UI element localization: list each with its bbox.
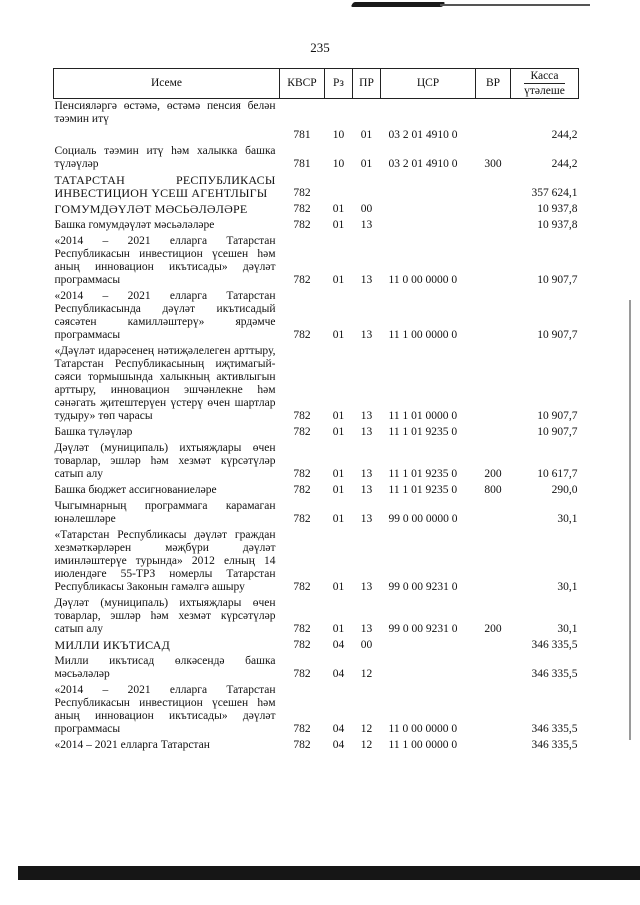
header-kvsr: КВСР (280, 69, 325, 99)
cell-kvsr: 782 (293, 274, 311, 286)
table-row (54, 218, 579, 234)
cell-csr: 11 1 00 0000 0 (388, 329, 458, 341)
cell-pr: 13 (360, 274, 373, 286)
cell-rz (325, 173, 353, 202)
cell-sum: 10 617,7 (537, 468, 578, 480)
table-row (54, 99, 579, 129)
cell-vr (476, 528, 511, 596)
scan-artifact-top-mark (351, 2, 446, 7)
table-row (54, 144, 579, 173)
cell-pr (353, 99, 381, 129)
cell-csr (381, 654, 476, 683)
cell-rz: 01 (332, 203, 345, 215)
cell-sum: 10 907,7 (537, 426, 578, 438)
cell-name: «2014 – 2021 елларга Татарстан Республикасын инвестицион үсешен һәм аның инновацион икътисады» дәүләт программасы (54, 684, 276, 735)
cell-pr (353, 173, 381, 202)
cell-csr (381, 218, 476, 234)
cell-csr: 11 0 00 0000 0 (388, 274, 458, 286)
cell-rz: 01 (332, 468, 345, 480)
cell-name: Чыгымнарның программага карамаган юнәлешләре (54, 500, 276, 525)
table-row (54, 128, 579, 144)
cell-name: Дәүләт (муниципаль) ихтыяҗлары өчен товарлар, эшләр һәм хезмәт күрсәтүләр сатып алу (54, 597, 276, 635)
cell-kvsr: 782 (293, 187, 311, 199)
cell-vr (476, 499, 511, 528)
cell-csr: 03 2 01 4910 0 (388, 158, 458, 170)
cell-sum: 357 624,1 (531, 187, 578, 199)
table-row (54, 425, 579, 441)
cell-vr (476, 344, 511, 425)
cell-pr: 13 (360, 513, 373, 525)
cell-kvsr: 782 (293, 513, 311, 525)
table-row (54, 596, 579, 638)
cell-sum: 10 907,7 (537, 329, 578, 341)
table-row (54, 441, 579, 483)
cell-vr (476, 234, 511, 289)
cell-name (54, 128, 280, 144)
cell-sum: 10 937,8 (537, 219, 578, 231)
cell-csr: 11 1 01 9235 0 (388, 484, 458, 496)
cell-rz: 01 (332, 513, 345, 525)
cell-sum: 346 335,5 (531, 668, 578, 680)
cell-name: «Дәүләт идарәсенең нәтиҗәлелеген арттыру, Татарстан Республикасының иҗтимагый-сәяси тормышында халыкның активлыгын арттыру, инновацион эшчәнлекне һәм сәнәгать җитештерүен үстерү өчен шартлар тудыру» төп чарасы (54, 345, 276, 422)
table-row (54, 683, 579, 738)
cell-pr: 12 (360, 723, 373, 735)
cell-rz: 04 (332, 639, 345, 651)
cell-csr: 03 2 01 4910 0 (388, 129, 458, 141)
header-pr: ПР (353, 69, 381, 99)
cell-csr: 99 0 00 0000 0 (388, 513, 458, 525)
cell-csr: 99 0 00 9231 0 (388, 623, 458, 635)
cell-kvsr (280, 99, 325, 129)
cell-sum: 30,1 (557, 581, 578, 593)
table-row (54, 528, 579, 596)
cell-rz: 01 (332, 410, 345, 422)
cell-csr: 99 0 00 9231 0 (388, 581, 458, 593)
cell-kvsr: 782 (293, 468, 311, 480)
table-row (54, 499, 579, 528)
header-vr: ВР (476, 69, 511, 99)
table-row (54, 234, 579, 289)
scan-artifact-bottom-bar (18, 866, 640, 880)
cell-vr (476, 738, 511, 754)
cell-csr (381, 173, 476, 202)
cell-vr: 200 (484, 468, 502, 480)
table-row (54, 638, 579, 654)
cell-vr (476, 425, 511, 441)
cell-pr: 13 (360, 484, 373, 496)
cell-kvsr: 782 (293, 623, 311, 635)
cell-vr (476, 128, 511, 144)
cell-rz: 01 (332, 426, 345, 438)
cell-vr: 800 (484, 484, 502, 496)
cell-name: Башка гомумдәүләт мәсьәләләре (54, 219, 215, 231)
cell-csr (381, 202, 476, 218)
cell-name: МИЛЛИ ИКЪТИСАД (54, 638, 170, 652)
cell-pr: 01 (360, 158, 373, 170)
cell-csr: 11 1 00 0000 0 (388, 739, 458, 751)
cell-rz: 10 (332, 158, 345, 170)
cell-pr: 12 (360, 668, 373, 680)
table-header (54, 69, 579, 99)
cell-kvsr: 782 (293, 581, 311, 593)
cell-csr (381, 99, 476, 129)
cell-name: ТАТАРСТАН РЕСПУБЛИКАСЫ ИНВЕСТИЦИОН ҮСЕШ АГЕНТЛЫГЫ (54, 173, 276, 200)
table-row (54, 289, 579, 344)
cell-vr (476, 654, 511, 683)
scan-artifact-right-edge (629, 300, 631, 740)
cell-vr (476, 638, 511, 654)
table-row (54, 738, 579, 754)
cell-sum: 346 335,5 (531, 723, 578, 735)
cell-name: Башка бюджет ассигнованиеләре (54, 484, 217, 496)
cell-pr: 00 (360, 203, 373, 215)
cell-name: «2014 – 2021 елларга Татарстан (54, 739, 210, 751)
cell-kvsr: 782 (293, 410, 311, 422)
cell-sum: 10 937,8 (537, 203, 578, 215)
cell-name: Пенсияләргә өстәмә, өстәмә пенсия белән тәэмин итү (54, 100, 276, 125)
cell-sum: 346 335,5 (531, 739, 578, 751)
cell-kvsr: 782 (293, 426, 311, 438)
cell-rz (325, 99, 353, 129)
cell-rz: 01 (332, 623, 345, 635)
cell-rz: 01 (332, 219, 345, 231)
table-row (54, 654, 579, 683)
scan-artifact-top-line (440, 4, 590, 6)
cell-csr (381, 638, 476, 654)
cell-pr: 01 (360, 129, 373, 141)
cell-pr: 13 (360, 329, 373, 341)
cell-sum: 10 907,7 (537, 274, 578, 286)
cell-kvsr: 782 (293, 739, 311, 751)
cell-csr: 11 1 01 0000 0 (388, 410, 458, 422)
header-csr: ЦСР (381, 69, 476, 99)
cell-name: «2014 – 2021 елларга Татарстан Республикасында дәүләт икътисадый сәясәтен камилләштерү» ярдәмче программасы (54, 290, 276, 341)
cell-sum: 346 335,5 (531, 639, 578, 651)
cell-sum: 30,1 (557, 513, 578, 525)
header-sum-line1: Касса (530, 70, 559, 82)
cell-rz: 01 (332, 484, 345, 496)
cell-sum: 10 907,7 (537, 410, 578, 422)
table-row (54, 344, 579, 425)
cell-csr: 11 0 00 0000 0 (388, 723, 458, 735)
cell-kvsr: 782 (293, 203, 311, 215)
cell-kvsr: 782 (293, 639, 311, 651)
cell-name: «2014 – 2021 елларга Татарстан Республикасын инвестицион үсешен һәм аның инновацион икътисады» дәүләт программасы (54, 235, 276, 286)
cell-kvsr: 782 (293, 723, 311, 735)
cell-pr: 13 (360, 468, 373, 480)
cell-name: Башка түләүләр (54, 426, 133, 438)
table-row (54, 173, 579, 202)
cell-vr (476, 218, 511, 234)
page-number: 235 (310, 40, 330, 55)
cell-pr: 12 (360, 739, 373, 751)
cell-rz: 04 (332, 668, 345, 680)
cell-kvsr: 782 (293, 329, 311, 341)
cell-pr: 00 (360, 639, 373, 651)
cell-name: Дәүләт (муниципаль) ихтыяҗлары өчен товарлар, эшләр һәм хезмәт күрсәтүләр сатып алу (54, 442, 276, 480)
cell-rz: 01 (332, 329, 345, 341)
cell-kvsr: 781 (293, 158, 311, 170)
cell-kvsr: 782 (293, 668, 311, 680)
cell-kvsr: 781 (293, 129, 311, 141)
cell-vr (476, 289, 511, 344)
cell-name: Социаль тәэмин итү һәм халыкка башка түләүләр (54, 145, 276, 170)
cell-rz: 04 (332, 723, 345, 735)
cell-vr (476, 683, 511, 738)
cell-sum: 244,2 (551, 158, 578, 170)
cell-pr: 13 (360, 410, 373, 422)
cell-rz: 01 (332, 274, 345, 286)
cell-name: «Татарстан Республикасы дәүләт граждан хезмәткәрләрен мәҗбүри дәүләт иминләштерүе турында» 2012 елның 14 июлендәге 55-ТРЗ номерлы Татарстан Республикасы Законын гамәлгә ашыру (54, 529, 276, 593)
table-body (54, 99, 579, 755)
cell-name: Милли икътисад өлкәсендә башка мәсьәләләр (54, 655, 276, 680)
cell-rz: 10 (332, 129, 345, 141)
table-row (54, 483, 579, 499)
cell-pr: 13 (360, 219, 373, 231)
header-name: Исеме (54, 69, 280, 99)
cell-pr: 13 (360, 426, 373, 438)
cell-vr (476, 202, 511, 218)
cell-csr: 11 1 01 9235 0 (388, 468, 458, 480)
table-row (54, 202, 579, 218)
cell-pr: 13 (360, 623, 373, 635)
cell-kvsr: 782 (293, 219, 311, 231)
cell-vr (476, 99, 511, 129)
cell-sum: 290,0 (551, 484, 578, 496)
cell-rz: 01 (332, 581, 345, 593)
cell-sum (511, 99, 579, 129)
cell-sum: 30,1 (557, 623, 578, 635)
header-sum (511, 69, 579, 99)
cell-vr: 200 (484, 623, 502, 635)
cell-kvsr: 782 (293, 484, 311, 496)
cell-vr (476, 173, 511, 202)
header-sum-line2: үтәлеше (524, 85, 565, 97)
header-rz: Рз (325, 69, 353, 99)
cell-csr: 11 1 01 9235 0 (388, 426, 458, 438)
cell-sum: 244,2 (551, 129, 578, 141)
budget-table (53, 68, 579, 754)
cell-pr: 13 (360, 581, 373, 593)
cell-rz: 04 (332, 739, 345, 751)
cell-vr: 300 (484, 158, 502, 170)
cell-name: ГОМУМДӘҮЛӘТ МӘСЬӘЛӘЛӘРЕ (54, 202, 248, 216)
